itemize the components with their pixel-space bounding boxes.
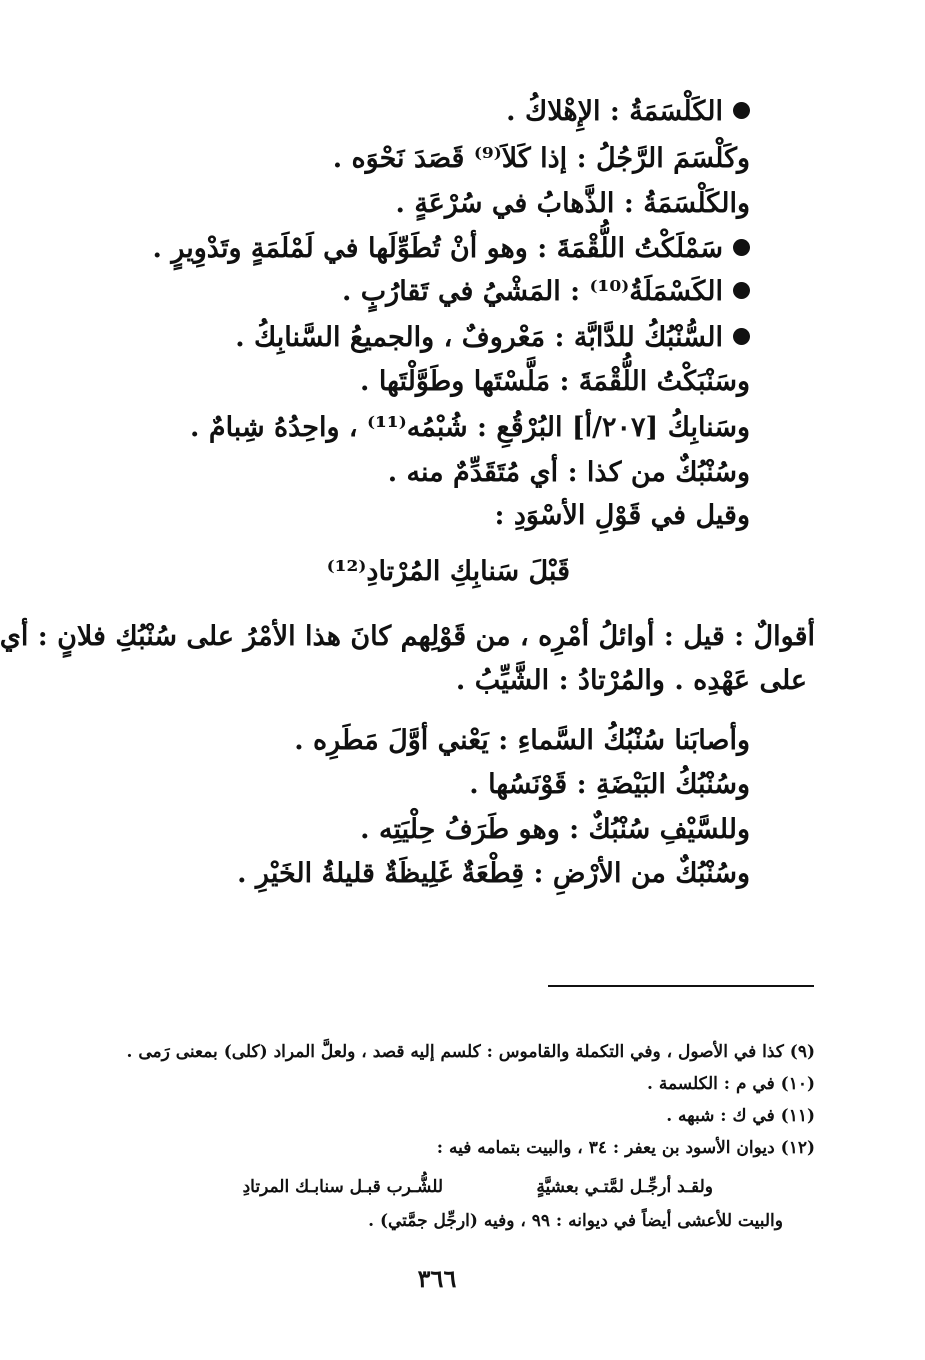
footnote-11: (١١) في ك : شبهه . (666, 1106, 815, 1126)
entry-line: وللسَّيْفِ سُنْبُكٌ : وهو طَرَفُ حِلْيَتِه . (360, 814, 750, 845)
entry-line (342, 272, 750, 312)
entry-line: وسَنابِكُ [٢٠٧/أ] البُرْقُعِ : شُبْمُه⁽¹¹⁾ ، واحِدُهُ شِبامٌ . (190, 412, 750, 443)
entry-line: والكَلْسَمَةُ : الذَّهابُ في سُرْعَةٍ . (395, 188, 750, 219)
footnote-9: (٩) كذا في الأصول ، وفي التكملة والقاموس : كلسم إليه قصد ، ولعلَّ المراد (كلى) بمعنى رَمى . (126, 1042, 815, 1062)
footnote-12: (١٢) ديوان الأسود بن يعفر : ٣٤ ، والبيت بتمامه فيه : (436, 1138, 815, 1158)
entry-line: وأصابَنا سُنْبُكُ السَّماءِ : يَعْني أوَّلَ مَطَرِه . (294, 725, 750, 756)
quoted-verse: قَبْلَ سَنابِكِ المُرْتادِ⁽¹²⁾ (326, 556, 570, 587)
entry-text: الكَلْسَمَةُ : الإِهْلاكُ . (506, 96, 723, 127)
entry-line: وكَلْسَمَ الرَّجُلُ : إذا كَلاَ⁽⁹⁾ قَصَدَ نَحْوَه . (332, 143, 750, 174)
entry-line: وسُنْبُكُ البَيْضَةِ : قَوْنَسُها . (469, 769, 750, 800)
entry-line: وسُنْبُكٌ من كذا : أي مُتَقَدِّمٌ منه . (387, 457, 750, 488)
paragraph-line: أقوالٌ : قيل : أوائلُ أمْرِه ، من قَوْلِهم كانَ هذا الأمْرُ على سُنْبُكِ فلانٍ : أي (0, 621, 815, 652)
entry-text: الكَسْمَلَةُ⁽¹⁰⁾ : المَشْيُ في تَقارُبٍ . (341, 276, 723, 307)
footnote-12-continued: والبيت للأعشى أيضاً في ديوانه : ٩٩ ، وفيه (ارجِّل جمَّتي) . (368, 1211, 783, 1231)
page-number: ٣٦٦ (417, 1264, 457, 1293)
entry-text: السُّنْبُكُ للدَّابَّة : مَعْروفٌ ، والجميعُ السَّنابِكُ . (235, 322, 723, 353)
bullet-icon (733, 102, 750, 119)
entry-line (235, 318, 750, 358)
entry-text: سَمْلَكْتُ اللُّقْمَةَ : وهو أنْ تُطَوِّلَها في لَمْلَمَةٍ وتَدْوِيرٍ . (152, 233, 723, 264)
bullet-icon (733, 239, 750, 256)
entry-line (506, 92, 750, 132)
bullet-icon (733, 282, 750, 299)
bullet-icon (733, 328, 750, 345)
footnote-verse-first-hemistich: ولقـد أرجِّـل لمَّتـي بعشيَّةٍ (536, 1177, 713, 1197)
footnote-separator (548, 985, 814, 987)
footnote-verse-second-hemistich: للشُّـرب قبـل سنابـك المرتادِ (242, 1177, 443, 1197)
entry-line: وسُنْبُكٌ من الأرْضِ : قِطْعَةٌ غَلِيظَةٌ قليلةُ الخَيْرِ . (237, 858, 750, 889)
footnote-10: (١٠) في م : الكلسمة . (647, 1074, 815, 1094)
entry-line: وسَنْبَكْتُ اللُّقْمَةَ : مَلَّسْتَها وطَوَّلْتَها . (360, 366, 750, 397)
paragraph-line: على عَهْدِه . والمُرْتادُ : الشَّيِّبُ . (455, 665, 807, 696)
entry-line: وقيل في قَوْلِ الأسْوَدِ : (494, 500, 750, 531)
entry-line (153, 229, 750, 269)
